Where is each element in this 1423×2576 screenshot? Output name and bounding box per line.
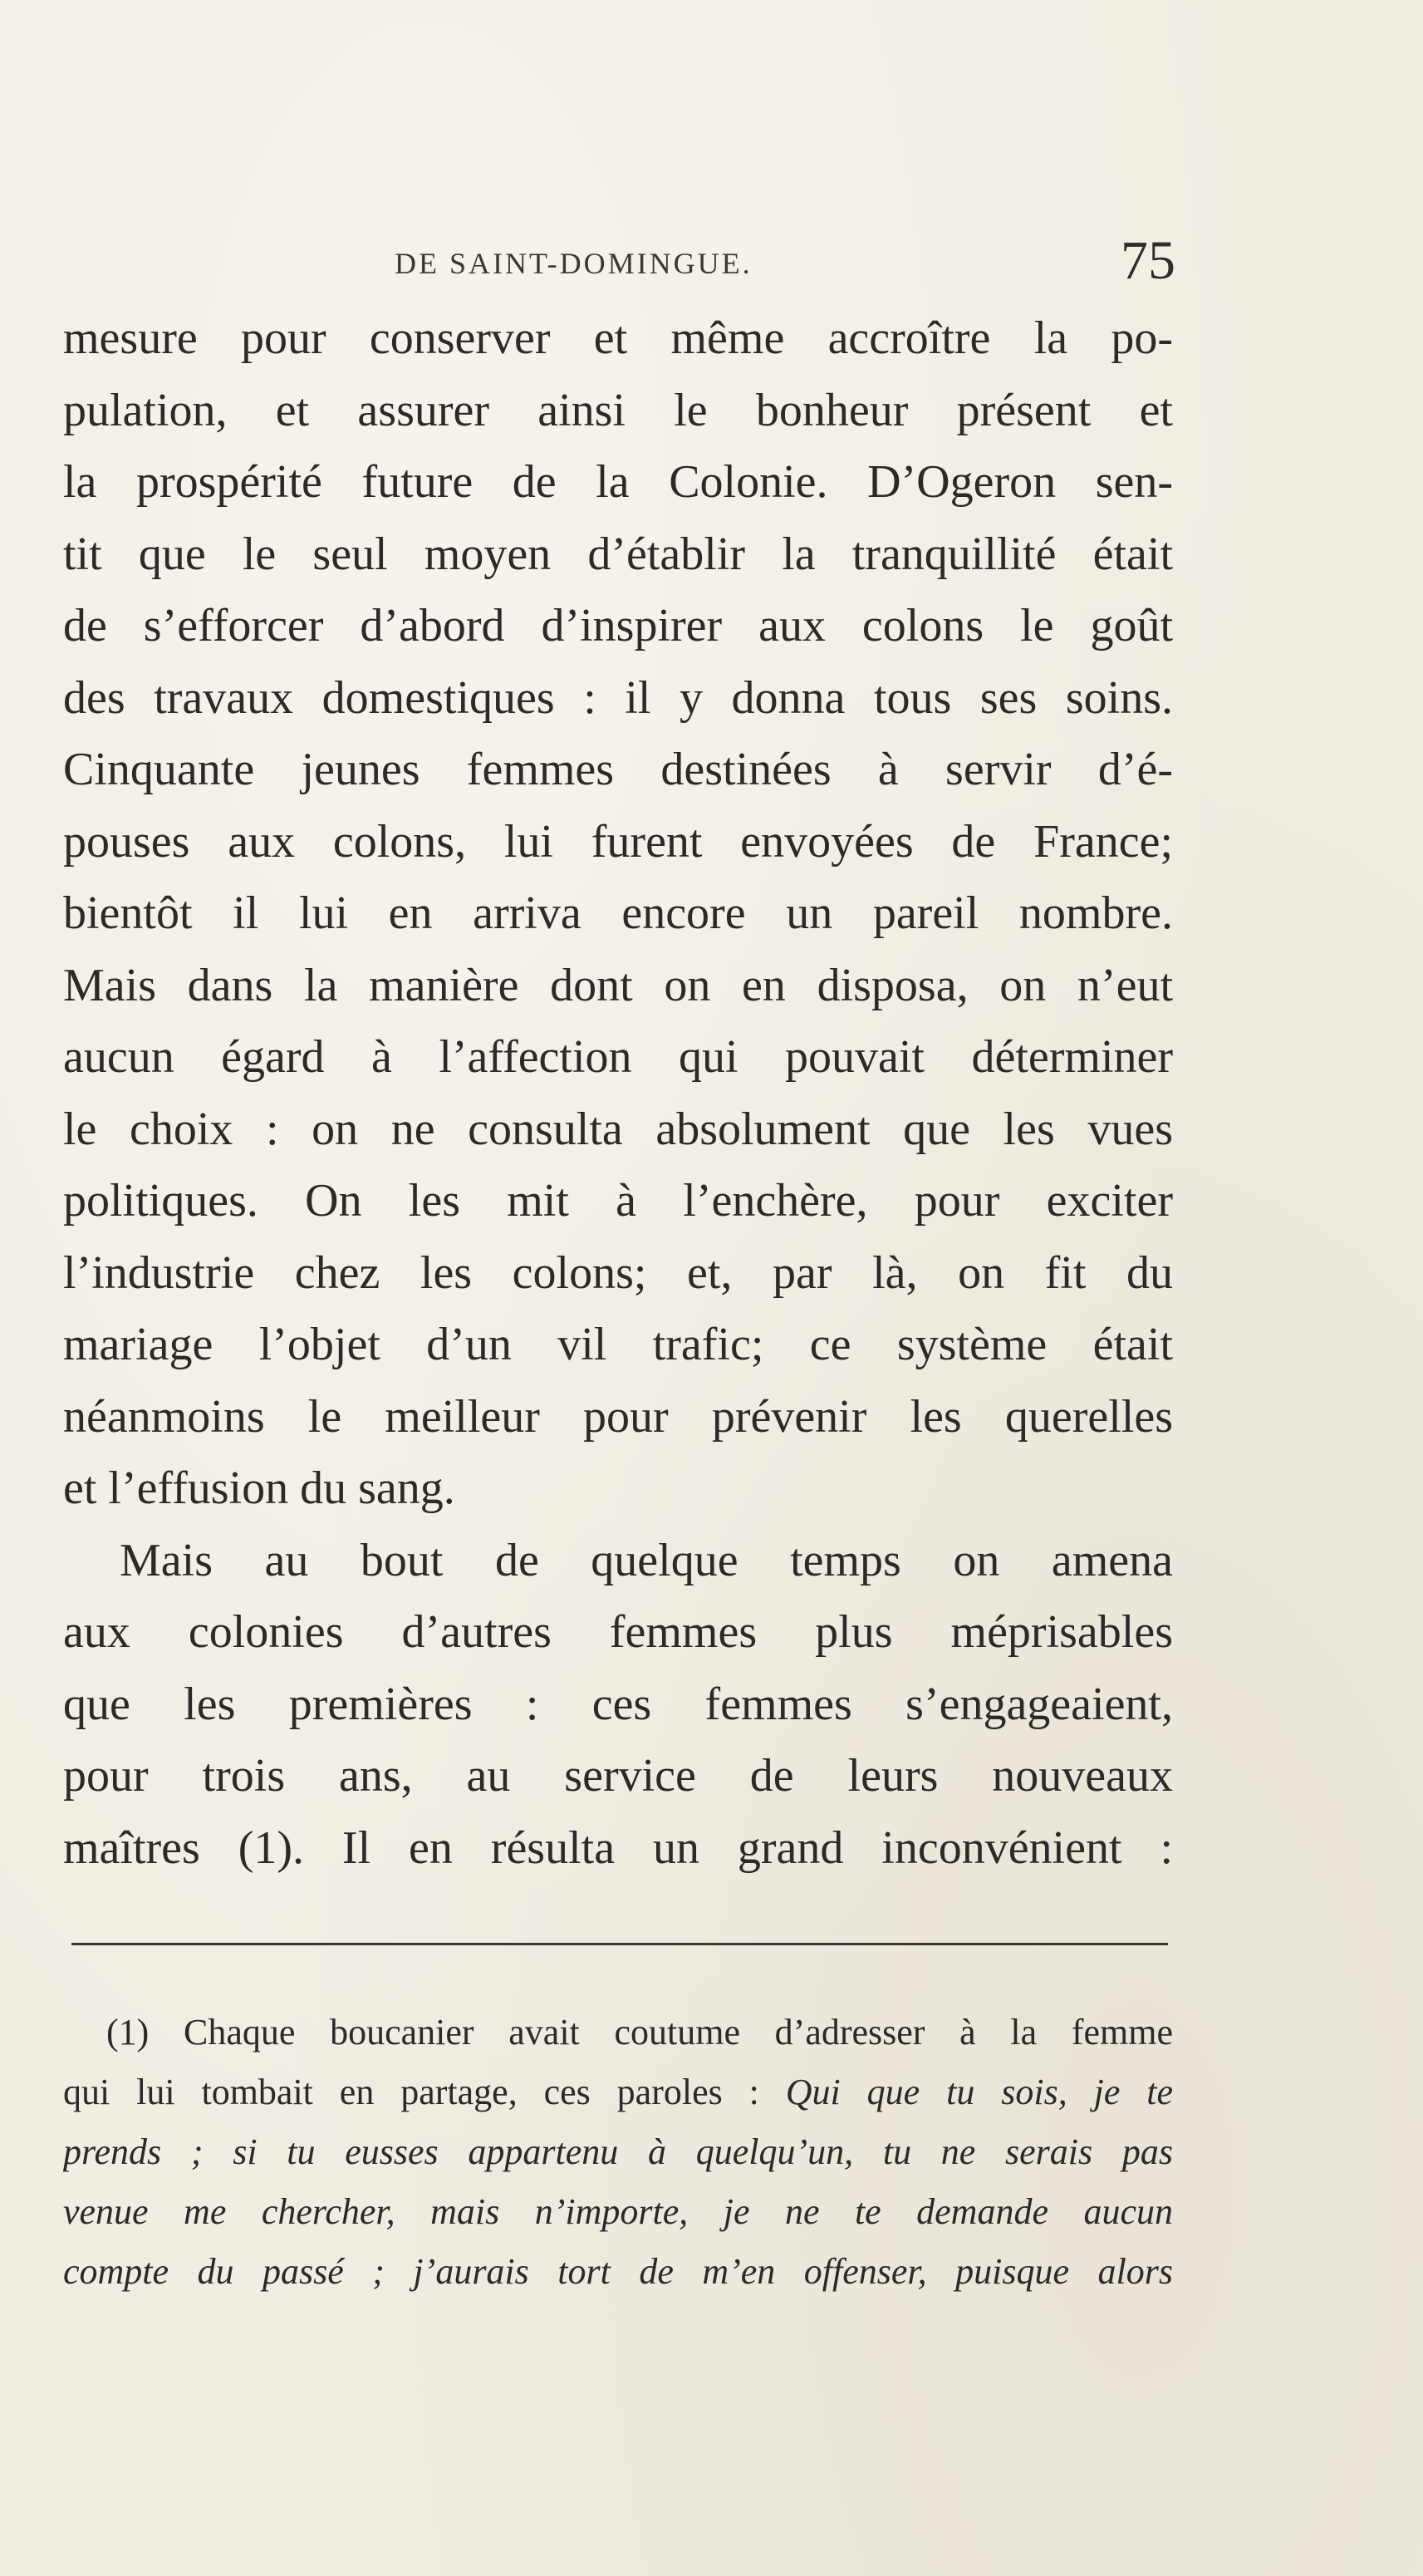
running-head: DE SAINT-DOMINGUE. — [395, 247, 753, 280]
text-line: la prospérité future de la Colonie. D’Ogeron sen- — [63, 456, 1173, 508]
paragraph-end-line: et l’effusion du sang. — [63, 1463, 455, 1514]
text-line: aucun égard à l’affection qui pouvait déterminer — [63, 1031, 1173, 1083]
text-line: le choix : on ne consulta absolument que les vues — [63, 1103, 1173, 1155]
footnote-line: prends ; si tu eusses appartenu à quelqu’un, tu ne serais pas — [63, 2131, 1173, 2172]
text-line: aux colonies d’autres femmes plus méprisables — [63, 1606, 1173, 1658]
text-line: mesure pour conserver et même accroître la po- — [63, 312, 1173, 364]
text-line: que les premières : ces femmes s’engageaient, — [63, 1678, 1173, 1730]
text-line: mariage l’objet d’un vil trafic; ce système était — [63, 1319, 1173, 1370]
text-line: l’industrie chez les colons; et, par là, on fit du — [63, 1246, 1173, 1299]
page-header — [395, 230, 1175, 309]
text-line: tit que le seul moyen d’établir la tranquillité était — [63, 528, 1173, 580]
text-line: politiques. On les mit à l’enchère, pour exciter — [63, 1175, 1173, 1227]
footnote-italic-text: Qui que tu sois, je te — [785, 2072, 1173, 2112]
footnote-line — [63, 2062, 1173, 2122]
footnote — [63, 2003, 1173, 2302]
text-line: des travaux domestiques : il y donna tous ses soins. — [63, 671, 1173, 724]
page-number: 75 — [1121, 230, 1175, 291]
footnote-line: venue me chercher, mais n’importe, je ne te demande aucun — [63, 2191, 1173, 2232]
text-line: néanmoins le meilleur pour prévenir les querelles — [63, 1390, 1173, 1443]
text-line: pour trois ans, au service de leurs nouveaux — [63, 1750, 1173, 1802]
text-line: maîtres (1). Il en résulta un grand inconvénient : — [63, 1821, 1173, 1874]
text-line: pulation, et assurer ainsi le bonheur présent et — [63, 384, 1173, 436]
footnote-line: compte du passé ; j’aurais tort de m’en offenser, puisque alors — [63, 2251, 1173, 2292]
text-line: Mais dans la manière dont on en disposa, on n’eut — [63, 959, 1173, 1011]
text-line: de s’efforcer d’abord d’inspirer aux colons le goût — [63, 600, 1173, 651]
paragraph-start-line: Mais au bout de quelque temps on amena — [120, 1534, 1173, 1586]
text-line: pouses aux colons, lui furent envoyées de France; — [63, 815, 1173, 868]
text-line: bientôt il lui en arriva encore un pareil nombre. — [63, 887, 1173, 939]
footnote-line: (1) Chaque boucanier avait coutume d’adresser à la femme — [106, 2012, 1173, 2052]
text-line: Cinquante jeunes femmes destinées à servir d’é- — [63, 744, 1173, 795]
body-text — [63, 302, 1173, 1884]
footnote-rule — [71, 1943, 1168, 1945]
footnote-roman-text: qui lui tombait en partage, ces paroles : — [63, 2072, 786, 2112]
